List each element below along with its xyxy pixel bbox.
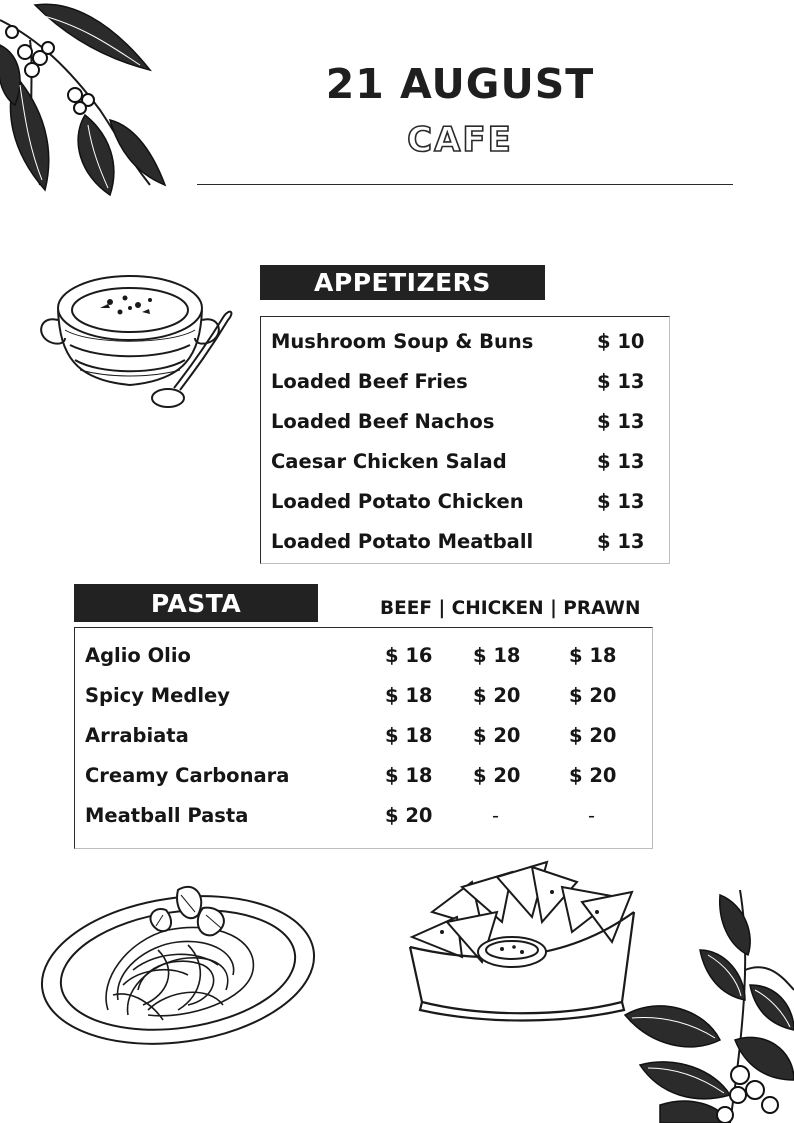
- appetizers-heading: APPETIZERS: [260, 265, 545, 300]
- prawn-price: $ 20: [569, 683, 617, 707]
- chicken-price: $ 18: [473, 643, 521, 667]
- chicken-price: $ 20: [473, 723, 521, 747]
- list-item: [85, 720, 645, 750]
- list-item: [271, 366, 661, 396]
- chicken-price: -: [492, 803, 500, 827]
- list-item: [271, 326, 661, 356]
- item-price: $ 13: [597, 529, 645, 553]
- chicken-price: $ 20: [473, 763, 521, 787]
- beef-price: $ 18: [385, 763, 433, 787]
- prawn-price: $ 18: [569, 643, 617, 667]
- list-item: [85, 640, 645, 670]
- item-price: $ 13: [597, 489, 645, 513]
- item-price: $ 13: [597, 409, 645, 433]
- pasta-plate-illustration: [38, 870, 320, 1050]
- cafe-title: 21 AUGUST: [325, 60, 595, 108]
- prawn-price: $ 20: [569, 723, 617, 747]
- coffee-branch-illustration: [0, 0, 170, 200]
- item-name: Spicy Medley: [85, 683, 230, 707]
- item-name: Loaded Beef Fries: [271, 369, 468, 393]
- beef-price: $ 18: [385, 723, 433, 747]
- chicken-price: $ 20: [473, 683, 521, 707]
- prawn-price: -: [588, 803, 596, 827]
- item-name: Arrabiata: [85, 723, 189, 747]
- list-item: [85, 680, 645, 710]
- item-price: $ 13: [597, 449, 645, 473]
- item-name: Loaded Potato Meatball: [271, 529, 534, 553]
- item-price: $ 10: [597, 329, 645, 353]
- nachos-tray-illustration: [402, 852, 642, 1022]
- item-name: Loaded Beef Nachos: [271, 409, 495, 433]
- list-item: [271, 526, 661, 556]
- coffee-plant-illustration: [620, 890, 794, 1123]
- pasta-list: [74, 627, 653, 849]
- item-name: Mushroom Soup & Buns: [271, 329, 534, 353]
- pasta-heading: PASTA: [74, 584, 318, 622]
- item-name: Loaded Potato Chicken: [271, 489, 524, 513]
- list-item: [271, 406, 661, 436]
- list-item: [85, 760, 645, 790]
- soup-bowl-illustration: [30, 250, 240, 420]
- list-item: [85, 800, 645, 830]
- item-price: $ 13: [597, 369, 645, 393]
- prawn-price: $ 20: [569, 763, 617, 787]
- item-name: Meatball Pasta: [85, 803, 249, 827]
- beef-price: $ 18: [385, 683, 433, 707]
- item-name: Caesar Chicken Salad: [271, 449, 507, 473]
- item-name: Creamy Carbonara: [85, 763, 290, 787]
- appetizers-list: [260, 316, 670, 564]
- header-divider: [197, 184, 733, 185]
- beef-price: $ 16: [385, 643, 433, 667]
- item-name: Aglio Olio: [85, 643, 191, 667]
- list-item: [271, 486, 661, 516]
- cafe-subtitle: CAFE: [407, 120, 513, 160]
- beef-price: $ 20: [385, 803, 433, 827]
- pasta-column-headers: BEEF | CHICKEN | PRAWN: [380, 598, 641, 619]
- list-item: [271, 446, 661, 476]
